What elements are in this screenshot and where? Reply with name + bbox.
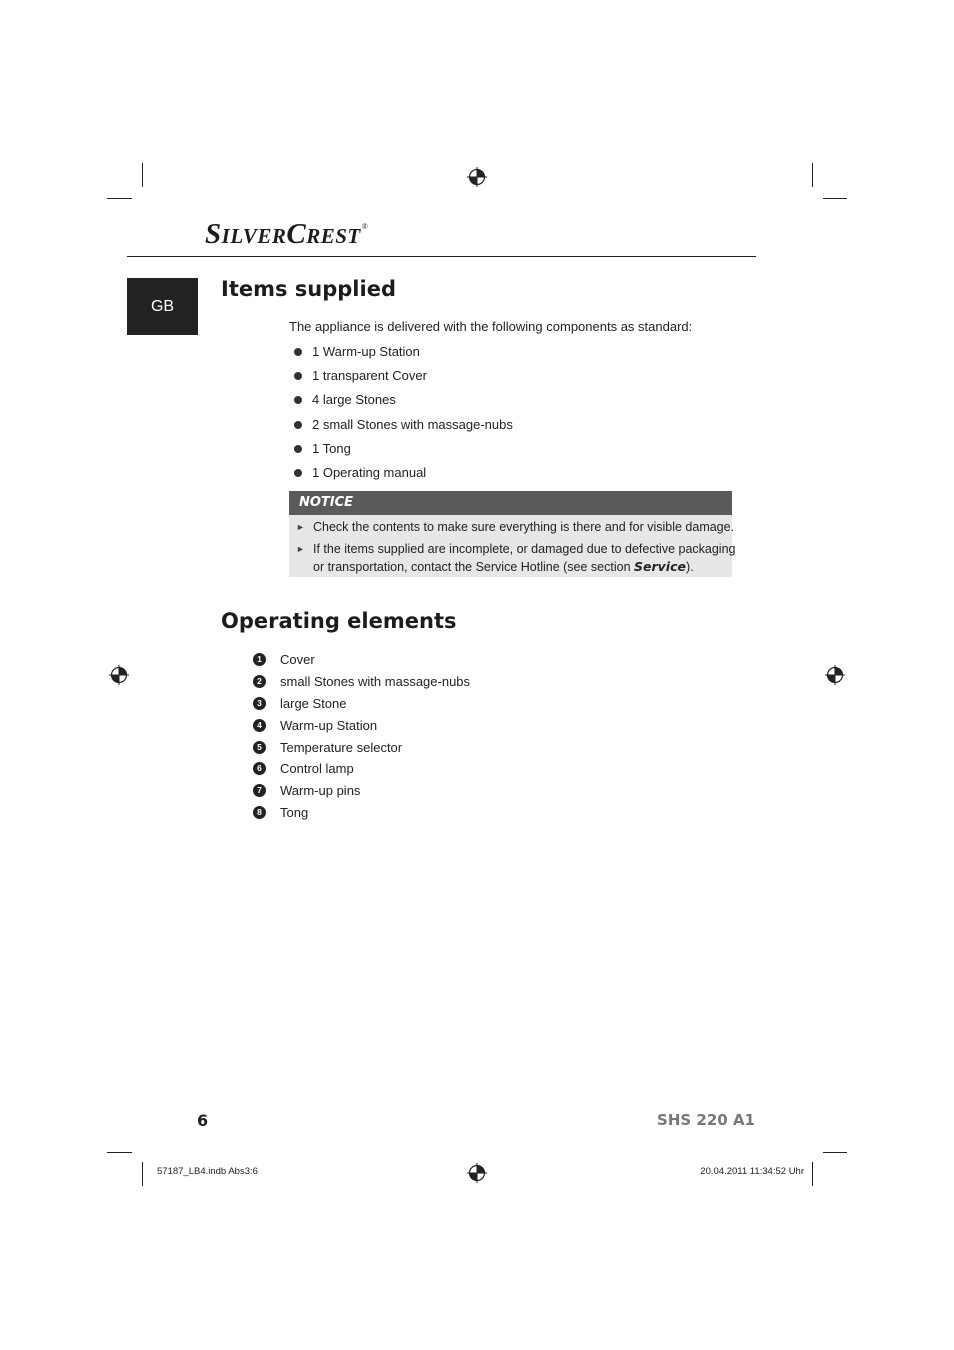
bullet-icon (294, 421, 302, 429)
service-reference: Service (634, 559, 686, 574)
list-item: 4 large Stones (293, 388, 513, 412)
list-item: 8 Tong (253, 802, 470, 824)
print-slug-timestamp: 20.04.2011 11:34:52 Uhr (700, 1166, 804, 1177)
notice-box (289, 491, 736, 577)
bullet-icon (294, 396, 302, 404)
crop-mark (812, 163, 813, 187)
page-number: 6 (197, 1111, 209, 1130)
operating-elements-list (253, 649, 470, 824)
list-item: 2 small Stones with massage-nubs (293, 413, 513, 437)
notice-item: ► If the items supplied are incomplete, or damaged due to defective packaging or transportation, contact the Service Hotline (see section Service). (296, 542, 736, 574)
crop-mark (107, 198, 132, 199)
list-item: 2 small Stones with massage-nubs (253, 671, 470, 693)
list-item: 1 Tong (293, 437, 513, 461)
crop-mark (142, 163, 143, 187)
registration-mark-icon (467, 1163, 487, 1183)
brand-logo: SILVERCREST® (205, 218, 369, 250)
list-item: 6 Control lamp (253, 758, 470, 780)
print-slug-file: 57187_LB4.indb Abs3:6 (157, 1166, 258, 1177)
number-badge: 6 (253, 762, 266, 775)
number-badge: 8 (253, 806, 266, 819)
registration-mark-icon (109, 665, 129, 685)
header-rule (127, 256, 756, 257)
arrow-right-icon: ► (296, 522, 305, 532)
crop-mark (812, 1162, 813, 1186)
number-badge: 2 (253, 675, 266, 688)
arrow-right-icon: ► (296, 544, 305, 554)
model-number: SHS 220 A1 (657, 1111, 755, 1129)
number-badge: 3 (253, 697, 266, 710)
notice-item: ► Check the contents to make sure everything is there and for visible damage. (296, 520, 735, 534)
crop-mark (142, 1162, 143, 1186)
list-item: 1 Cover (253, 649, 470, 671)
crop-mark (107, 1152, 132, 1153)
section-heading-items-supplied: Items supplied (221, 277, 396, 301)
items-list (293, 340, 513, 485)
crop-mark (823, 198, 847, 199)
notice-title: NOTICE (289, 491, 732, 515)
list-item: 4 Warm-up Station (253, 715, 470, 737)
registration-mark-icon (825, 665, 845, 685)
bullet-icon (294, 372, 302, 380)
list-item: 7 Warm-up pins (253, 780, 470, 802)
list-item: 1 Operating manual (293, 461, 513, 485)
crop-mark (823, 1152, 847, 1153)
list-item: 1 Warm-up Station (293, 340, 513, 364)
bullet-icon (294, 469, 302, 477)
trademark: ® (361, 222, 369, 231)
bullet-icon (294, 445, 302, 453)
number-badge: 5 (253, 741, 266, 754)
items-intro: The appliance is delivered with the following components as standard: (289, 319, 693, 334)
list-item: 1 transparent Cover (293, 364, 513, 388)
number-badge: 1 (253, 653, 266, 666)
list-item: 3 large Stone (253, 693, 470, 715)
registration-mark-icon (467, 167, 487, 187)
bullet-icon (294, 348, 302, 356)
number-badge: 4 (253, 719, 266, 732)
language-tab: GB (127, 278, 198, 335)
number-badge: 7 (253, 784, 266, 797)
section-heading-operating-elements: Operating elements (221, 609, 457, 633)
list-item: 5 Temperature selector (253, 737, 470, 759)
